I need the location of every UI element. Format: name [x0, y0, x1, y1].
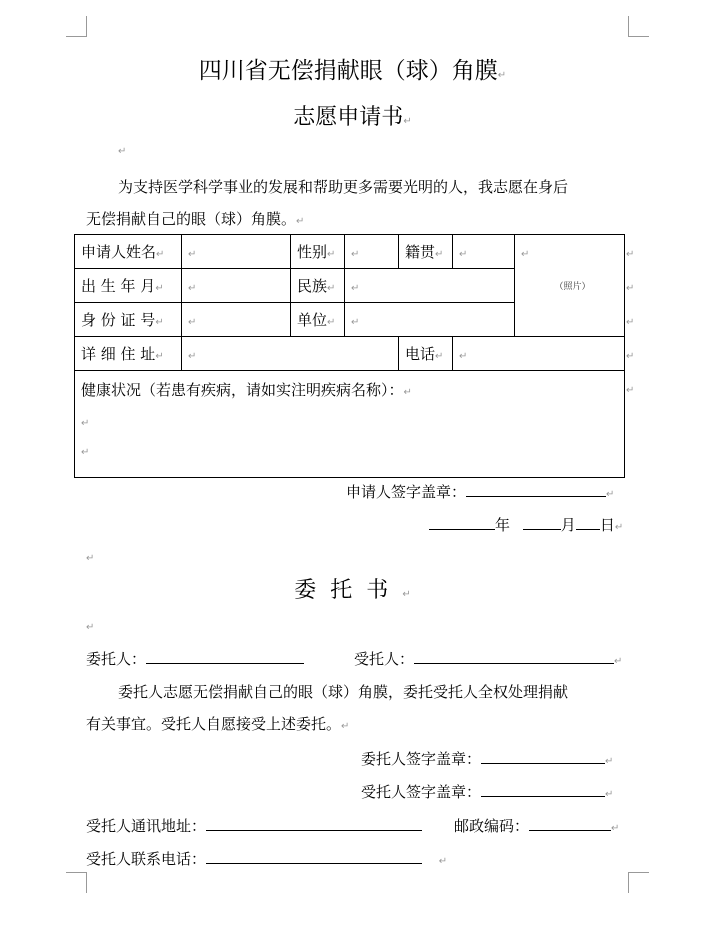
table-row: [75, 371, 625, 478]
id-label-cell: 身 份 证 号↵: [75, 303, 182, 337]
agent-address-blank[interactable]: [206, 816, 422, 831]
agent-signature-blank[interactable]: [481, 782, 605, 797]
entrust-text-line-1: 委托人志愿无偿捐献自己的眼（球）角膜，委托受托人全权处理捐献: [118, 683, 569, 701]
id-input-cell[interactable]: ↵: [182, 303, 291, 337]
paragraph-mark: ↵: [118, 146, 127, 157]
postcode-blank[interactable]: [529, 816, 611, 831]
gender-input-cell[interactable]: ↵: [345, 235, 399, 269]
paragraph-mark: ↵: [86, 553, 95, 564]
principal-signature-blank[interactable]: [481, 749, 605, 764]
address-input-cell[interactable]: ↵: [182, 337, 399, 371]
application-form-table: [74, 234, 625, 478]
row-end-mark: ↵: [626, 385, 635, 396]
origin-input-cell[interactable]: ↵: [453, 235, 515, 269]
unit-input-cell[interactable]: ↵: [345, 303, 515, 337]
row-end-mark: ↵: [626, 351, 635, 362]
agent-phone-line: 受托人联系电话： ↵: [86, 850, 448, 868]
paragraph-mark: ↵: [86, 622, 95, 633]
photo-cell[interactable]: ↵ （照片）: [515, 235, 625, 337]
phone-input-cell[interactable]: ↵: [453, 337, 625, 371]
applicant-signature-blank[interactable]: [466, 482, 606, 497]
origin-label-cell: 籍贯↵: [399, 235, 453, 269]
birth-label-cell: 出 生 年 月↵: [75, 269, 182, 303]
agent-blank[interactable]: [414, 649, 614, 664]
table-row: [75, 337, 625, 371]
agent-address-line: 受托人通讯地址：: [86, 810, 422, 842]
principal-blank[interactable]: [146, 649, 304, 664]
principal-signature-line: 委托人签字盖章： ↵: [361, 750, 614, 768]
name-label-cell: 申请人姓名↵: [75, 235, 182, 269]
document-title: 四川省无偿捐献眼（球）角膜↵: [198, 58, 507, 84]
row-end-mark: ↵: [626, 283, 635, 294]
row-end-mark: ↵: [626, 317, 635, 328]
table-row: [75, 235, 625, 269]
agent-line: 受托人： ↵: [354, 650, 623, 668]
phone-label-cell: 电话↵: [399, 337, 453, 371]
principal-line: 委托人：: [86, 643, 304, 675]
corner-mark-top-right: [628, 16, 649, 37]
corner-mark-bottom-left: [66, 872, 87, 893]
address-label-cell: 详 细 住 址↵: [75, 337, 182, 371]
postcode-line: 邮政编码： ↵: [454, 817, 620, 835]
health-status-cell[interactable]: 健康状况（若患有疾病，请如实注明疾病名称）：↵ ↵ ↵: [75, 371, 625, 478]
entrust-text-line-2: 有关事宜。受托人自愿接受上述委托。↵: [86, 715, 350, 733]
unit-label-cell: 单位↵: [291, 303, 345, 337]
intro-line-1: 为支持医学科学事业的发展和帮助更多需要光明的人，我志愿在身后: [118, 178, 569, 196]
intro-line-2: 无偿捐献自己的眼（球）角膜。↵: [86, 210, 305, 228]
ethnicity-input-cell[interactable]: ↵: [345, 269, 515, 303]
corner-mark-top-left: [66, 16, 87, 37]
document-subtitle: 志愿申请书↵: [293, 105, 412, 130]
gender-label-cell: 性别↵: [291, 235, 345, 269]
day-blank[interactable]: [576, 515, 600, 530]
entrust-title: 委托书↵: [294, 578, 411, 603]
name-input-cell[interactable]: ↵: [182, 235, 291, 269]
ethnicity-label-cell: 民族↵: [291, 269, 345, 303]
agent-phone-blank[interactable]: [206, 849, 422, 864]
date-line: 年 月 日↵: [429, 509, 623, 544]
month-blank[interactable]: [523, 515, 561, 530]
row-end-mark: ↵: [626, 249, 635, 260]
year-blank[interactable]: [429, 515, 495, 530]
corner-mark-bottom-right: [628, 872, 649, 893]
agent-signature-line: 受托人签字盖章： ↵: [361, 783, 614, 801]
birth-input-cell[interactable]: ↵: [182, 269, 291, 303]
applicant-signature-line: 申请人签字盖章： ↵: [346, 483, 615, 501]
